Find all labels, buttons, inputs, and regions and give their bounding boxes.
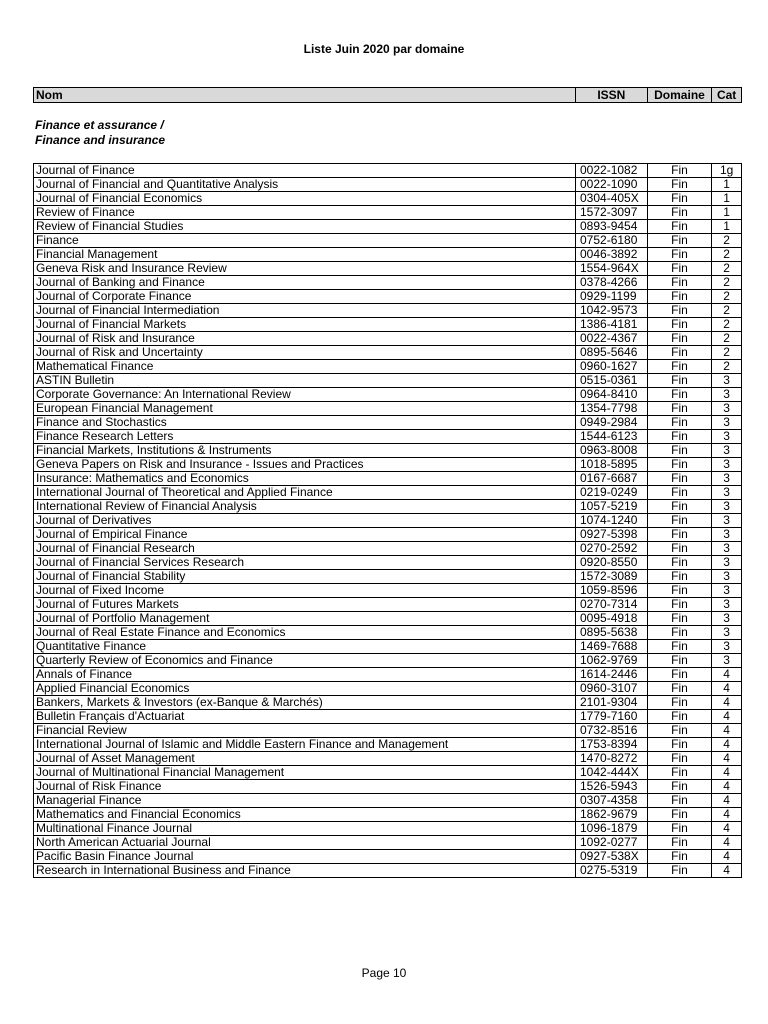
domaine-cell: Fin: [647, 584, 712, 598]
domaine-cell: Fin: [647, 206, 712, 220]
cat-cell: 2: [712, 346, 742, 360]
table-row: [34, 514, 742, 528]
page-title: Liste Juin 2020 par domaine: [303, 42, 465, 56]
domaine-cell: Fin: [647, 794, 712, 808]
table-row: [34, 248, 742, 262]
domaine-cell: Fin: [647, 822, 712, 836]
table-row: [34, 654, 742, 668]
cat-cell: 4: [712, 808, 742, 822]
cat-cell: 4: [712, 822, 742, 836]
domaine-cell: Fin: [647, 374, 712, 388]
table-row: [34, 346, 742, 360]
cat-cell: 2: [712, 360, 742, 374]
journal-name-cell: Annals of Finance: [34, 668, 576, 682]
journal-name-cell: Journal of Financial Intermediation: [34, 304, 576, 318]
cat-cell: 1: [712, 206, 742, 220]
issn-cell: 0219-0249: [576, 486, 648, 500]
issn-cell: 1018-5895: [576, 458, 648, 472]
journal-name-cell: Corporate Governance: An International Review: [34, 388, 576, 402]
domaine-cell: Fin: [647, 738, 712, 752]
journal-name-cell: Geneva Risk and Insurance Review: [34, 262, 576, 276]
cat-cell: 3: [712, 626, 742, 640]
table-row: [34, 360, 742, 374]
issn-cell: 1779-7160: [576, 710, 648, 724]
cat-cell: 3: [712, 598, 742, 612]
cat-cell: 4: [712, 850, 742, 864]
table-row: [34, 682, 742, 696]
cat-cell: 4: [712, 794, 742, 808]
cat-cell: 2: [712, 318, 742, 332]
domaine-cell: Fin: [647, 234, 712, 248]
journal-name-cell: European Financial Management: [34, 402, 576, 416]
cat-cell: 1: [712, 220, 742, 234]
journal-name-cell: Bulletin Français d'Actuariat: [34, 710, 576, 724]
journal-name-cell: Geneva Papers on Risk and Insurance - Issues and Practices: [34, 458, 576, 472]
domaine-cell: Fin: [647, 500, 712, 514]
journal-name-cell: ASTIN Bulletin: [34, 374, 576, 388]
table-row: [34, 164, 742, 178]
domaine-cell: Fin: [647, 682, 712, 696]
cat-cell: 3: [712, 374, 742, 388]
issn-cell: 1074-1240: [576, 514, 648, 528]
journal-name-cell: Journal of Financial Markets: [34, 318, 576, 332]
table-row: [34, 220, 742, 234]
issn-cell: 1572-3089: [576, 570, 648, 584]
issn-cell: 1059-8596: [576, 584, 648, 598]
journal-name-cell: Journal of Financial Research: [34, 542, 576, 556]
issn-cell: 1386-4181: [576, 318, 648, 332]
cat-cell: 3: [712, 500, 742, 514]
cat-cell: 3: [712, 612, 742, 626]
table-row: [34, 556, 742, 570]
cat-cell: 2: [712, 290, 742, 304]
journal-name-cell: Journal of Financial Stability: [34, 570, 576, 584]
journal-name-cell: Bankers, Markets & Investors (ex-Banque & Marchés): [34, 696, 576, 710]
journal-name-cell: Journal of Multinational Financial Management: [34, 766, 576, 780]
table-row: [34, 542, 742, 556]
journal-name-cell: Journal of Risk and Insurance: [34, 332, 576, 346]
issn-cell: 0927-5398: [576, 528, 648, 542]
domaine-cell: Fin: [647, 626, 712, 640]
issn-cell: 0167-6687: [576, 472, 648, 486]
table-row: [34, 444, 742, 458]
domaine-cell: Fin: [647, 458, 712, 472]
issn-cell: 2101-9304: [576, 696, 648, 710]
journal-table: [33, 163, 742, 878]
issn-cell: 1096-1879: [576, 822, 648, 836]
issn-cell: 1614-2446: [576, 668, 648, 682]
cat-cell: 3: [712, 472, 742, 486]
table-row: [34, 290, 742, 304]
journal-name-cell: Review of Finance: [34, 206, 576, 220]
journal-name-cell: Journal of Banking and Finance: [34, 276, 576, 290]
domaine-cell: Fin: [647, 836, 712, 850]
issn-cell: 1042-444X: [576, 766, 648, 780]
journal-name-cell: Journal of Corporate Finance: [34, 290, 576, 304]
journal-name-cell: Review of Financial Studies: [34, 220, 576, 234]
domaine-cell: Fin: [647, 290, 712, 304]
domaine-cell: Fin: [647, 318, 712, 332]
table-row: [34, 598, 742, 612]
domaine-cell: Fin: [647, 696, 712, 710]
journal-name-cell: Mathematics and Financial Economics: [34, 808, 576, 822]
domaine-cell: Fin: [647, 248, 712, 262]
column-header-issn: ISSN: [576, 88, 648, 103]
journal-name-cell: Finance: [34, 234, 576, 248]
issn-cell: 0378-4266: [576, 276, 648, 290]
journal-name-cell: Journal of Futures Markets: [34, 598, 576, 612]
issn-cell: 0046-3892: [576, 248, 648, 262]
domaine-cell: Fin: [647, 402, 712, 416]
domaine-cell: Fin: [647, 486, 712, 500]
table-row: [34, 738, 742, 752]
cat-cell: 3: [712, 416, 742, 430]
page-number: Page 10: [361, 966, 407, 980]
cat-cell: 3: [712, 444, 742, 458]
issn-cell: 0307-4358: [576, 794, 648, 808]
cat-cell: 2: [712, 248, 742, 262]
journal-name-cell: Financial Management: [34, 248, 576, 262]
cat-cell: 3: [712, 430, 742, 444]
journal-name-cell: Research in International Business and Finance: [34, 864, 576, 878]
table-row: [34, 794, 742, 808]
journal-name-cell: Quantitative Finance: [34, 640, 576, 654]
issn-cell: 1554-964X: [576, 262, 648, 276]
table-row: [34, 388, 742, 402]
cat-cell: 3: [712, 402, 742, 416]
table-row: [34, 710, 742, 724]
journal-name-cell: International Review of Financial Analysis: [34, 500, 576, 514]
domaine-cell: Fin: [647, 444, 712, 458]
issn-cell: 1862-9679: [576, 808, 648, 822]
issn-cell: 0893-9454: [576, 220, 648, 234]
domaine-cell: Fin: [647, 360, 712, 374]
domaine-cell: Fin: [647, 178, 712, 192]
table-row: [34, 850, 742, 864]
section-heading-line1: Finance et assurance /: [35, 118, 164, 132]
table-row: [34, 766, 742, 780]
cat-cell: 4: [712, 864, 742, 878]
domaine-cell: Fin: [647, 780, 712, 794]
journal-name-cell: North American Actuarial Journal: [34, 836, 576, 850]
journal-name-cell: Journal of Risk Finance: [34, 780, 576, 794]
cat-cell: 4: [712, 668, 742, 682]
domaine-cell: Fin: [647, 430, 712, 444]
journal-name-cell: Journal of Empirical Finance: [34, 528, 576, 542]
journal-name-cell: Finance Research Letters: [34, 430, 576, 444]
table-row: [34, 612, 742, 626]
cat-cell: 2: [712, 262, 742, 276]
issn-cell: 1572-3097: [576, 206, 648, 220]
cat-cell: 2: [712, 234, 742, 248]
cat-cell: 4: [712, 738, 742, 752]
cat-cell: 2: [712, 304, 742, 318]
cat-cell: 4: [712, 836, 742, 850]
journal-name-cell: Journal of Portfolio Management: [34, 612, 576, 626]
column-header-table: [33, 87, 742, 103]
cat-cell: 3: [712, 584, 742, 598]
journal-name-cell: Insurance: Mathematics and Economics: [34, 472, 576, 486]
journal-name-cell: Journal of Real Estate Finance and Economics: [34, 626, 576, 640]
table-row: [34, 458, 742, 472]
domaine-cell: Fin: [647, 472, 712, 486]
cat-cell: 4: [712, 682, 742, 696]
issn-cell: 1354-7798: [576, 402, 648, 416]
cat-cell: 4: [712, 780, 742, 794]
cat-cell: 1: [712, 178, 742, 192]
issn-cell: 1753-8394: [576, 738, 648, 752]
issn-cell: 0895-5638: [576, 626, 648, 640]
table-row: [34, 808, 742, 822]
journal-name-cell: Quarterly Review of Economics and Finance: [34, 654, 576, 668]
table-row: [34, 528, 742, 542]
table-row: [34, 668, 742, 682]
issn-cell: 1062-9769: [576, 654, 648, 668]
journal-name-cell: Mathematical Finance: [34, 360, 576, 374]
issn-cell: 0515-0361: [576, 374, 648, 388]
issn-cell: 1470-8272: [576, 752, 648, 766]
cat-cell: 4: [712, 710, 742, 724]
issn-cell: 0275-5319: [576, 864, 648, 878]
domaine-cell: Fin: [647, 332, 712, 346]
table-row: [34, 864, 742, 878]
table-row: [34, 416, 742, 430]
table-row: [34, 206, 742, 220]
issn-cell: 0895-5646: [576, 346, 648, 360]
column-header-nom: Nom: [34, 88, 576, 103]
domaine-cell: Fin: [647, 640, 712, 654]
cat-cell: 2: [712, 332, 742, 346]
cat-cell: 3: [712, 556, 742, 570]
journal-name-cell: Pacific Basin Finance Journal: [34, 850, 576, 864]
table-row: [34, 752, 742, 766]
issn-cell: 0929-1199: [576, 290, 648, 304]
journal-name-cell: Financial Review: [34, 724, 576, 738]
table-row: [34, 234, 742, 248]
table-row: [34, 192, 742, 206]
cat-cell: 3: [712, 528, 742, 542]
domaine-cell: Fin: [647, 276, 712, 290]
table-row: [34, 332, 742, 346]
domaine-cell: Fin: [647, 262, 712, 276]
section-heading: [35, 118, 165, 148]
issn-cell: 0270-2592: [576, 542, 648, 556]
table-row: [34, 430, 742, 444]
table-row: [34, 836, 742, 850]
domaine-cell: Fin: [647, 346, 712, 360]
domaine-cell: Fin: [647, 654, 712, 668]
cat-cell: 3: [712, 654, 742, 668]
journal-name-cell: Multinational Finance Journal: [34, 822, 576, 836]
cat-cell: 2: [712, 276, 742, 290]
issn-cell: 1042-9573: [576, 304, 648, 318]
cat-cell: 3: [712, 570, 742, 584]
column-header-domaine: Domaine: [647, 88, 712, 103]
issn-cell: 0949-2984: [576, 416, 648, 430]
table-row: [34, 570, 742, 584]
column-header-row: [34, 88, 742, 103]
domaine-cell: Fin: [647, 542, 712, 556]
domaine-cell: Fin: [647, 164, 712, 178]
cat-cell: 3: [712, 458, 742, 472]
issn-cell: 0022-4367: [576, 332, 648, 346]
issn-cell: 0022-1090: [576, 178, 648, 192]
issn-cell: 1092-0277: [576, 836, 648, 850]
domaine-cell: Fin: [647, 724, 712, 738]
cat-cell: 3: [712, 514, 742, 528]
issn-cell: 0927-538X: [576, 850, 648, 864]
journal-name-cell: Journal of Financial and Quantitative Analysis: [34, 178, 576, 192]
issn-cell: 1057-5219: [576, 500, 648, 514]
journal-name-cell: Journal of Derivatives: [34, 514, 576, 528]
cat-cell: 3: [712, 542, 742, 556]
domaine-cell: Fin: [647, 710, 712, 724]
table-row: [34, 640, 742, 654]
domaine-cell: Fin: [647, 808, 712, 822]
cat-cell: 3: [712, 640, 742, 654]
table-row: [34, 626, 742, 640]
issn-cell: 0960-3107: [576, 682, 648, 696]
issn-cell: 0960-1627: [576, 360, 648, 374]
issn-cell: 1469-7688: [576, 640, 648, 654]
journal-name-cell: Finance and Stochastics: [34, 416, 576, 430]
journal-name-cell: International Journal of Theoretical and Applied Finance: [34, 486, 576, 500]
cat-cell: 1: [712, 192, 742, 206]
issn-cell: 0304-405X: [576, 192, 648, 206]
table-row: [34, 262, 742, 276]
cat-cell: 4: [712, 766, 742, 780]
domaine-cell: Fin: [647, 850, 712, 864]
cat-cell: 4: [712, 696, 742, 710]
table-row: [34, 276, 742, 290]
table-row: [34, 178, 742, 192]
cat-cell: 1g: [712, 164, 742, 178]
issn-cell: 0963-8008: [576, 444, 648, 458]
domaine-cell: Fin: [647, 668, 712, 682]
domaine-cell: Fin: [647, 514, 712, 528]
issn-cell: 0022-1082: [576, 164, 648, 178]
table-row: [34, 780, 742, 794]
table-row: [34, 822, 742, 836]
issn-cell: 0732-8516: [576, 724, 648, 738]
journal-name-cell: Financial Markets, Institutions & Instruments: [34, 444, 576, 458]
issn-cell: 0095-4918: [576, 612, 648, 626]
cat-cell: 3: [712, 388, 742, 402]
section-heading-line2: Finance and insurance: [35, 133, 166, 147]
cat-cell: 4: [712, 724, 742, 738]
domaine-cell: Fin: [647, 598, 712, 612]
domaine-cell: Fin: [647, 766, 712, 780]
domaine-cell: Fin: [647, 388, 712, 402]
issn-cell: 1526-5943: [576, 780, 648, 794]
domaine-cell: Fin: [647, 304, 712, 318]
issn-cell: 0964-8410: [576, 388, 648, 402]
domaine-cell: Fin: [647, 864, 712, 878]
journal-name-cell: International Journal of Islamic and Middle Eastern Finance and Management: [34, 738, 576, 752]
journal-name-cell: Journal of Finance: [34, 164, 576, 178]
domaine-cell: Fin: [647, 612, 712, 626]
issn-cell: 0270-7314: [576, 598, 648, 612]
journal-name-cell: Journal of Asset Management: [34, 752, 576, 766]
table-row: [34, 318, 742, 332]
issn-cell: 1544-6123: [576, 430, 648, 444]
domaine-cell: Fin: [647, 752, 712, 766]
issn-cell: 0920-8550: [576, 556, 648, 570]
journal-name-cell: Journal of Fixed Income: [34, 584, 576, 598]
cat-cell: 4: [712, 752, 742, 766]
table-row: [34, 696, 742, 710]
cat-cell: 3: [712, 486, 742, 500]
journal-name-cell: Journal of Risk and Uncertainty: [34, 346, 576, 360]
domaine-cell: Fin: [647, 556, 712, 570]
domaine-cell: Fin: [647, 528, 712, 542]
table-row: [34, 374, 742, 388]
domaine-cell: Fin: [647, 570, 712, 584]
column-header-cat: Cat: [712, 88, 742, 103]
domaine-cell: Fin: [647, 192, 712, 206]
domaine-cell: Fin: [647, 416, 712, 430]
table-row: [34, 486, 742, 500]
table-row: [34, 584, 742, 598]
table-row: [34, 472, 742, 486]
table-row: [34, 402, 742, 416]
journal-name-cell: Journal of Financial Economics: [34, 192, 576, 206]
table-row: [34, 500, 742, 514]
journal-name-cell: Journal of Financial Services Research: [34, 556, 576, 570]
table-row: [34, 724, 742, 738]
table-row: [34, 304, 742, 318]
journal-name-cell: Applied Financial Economics: [34, 682, 576, 696]
issn-cell: 0752-6180: [576, 234, 648, 248]
journal-name-cell: Managerial Finance: [34, 794, 576, 808]
domaine-cell: Fin: [647, 220, 712, 234]
